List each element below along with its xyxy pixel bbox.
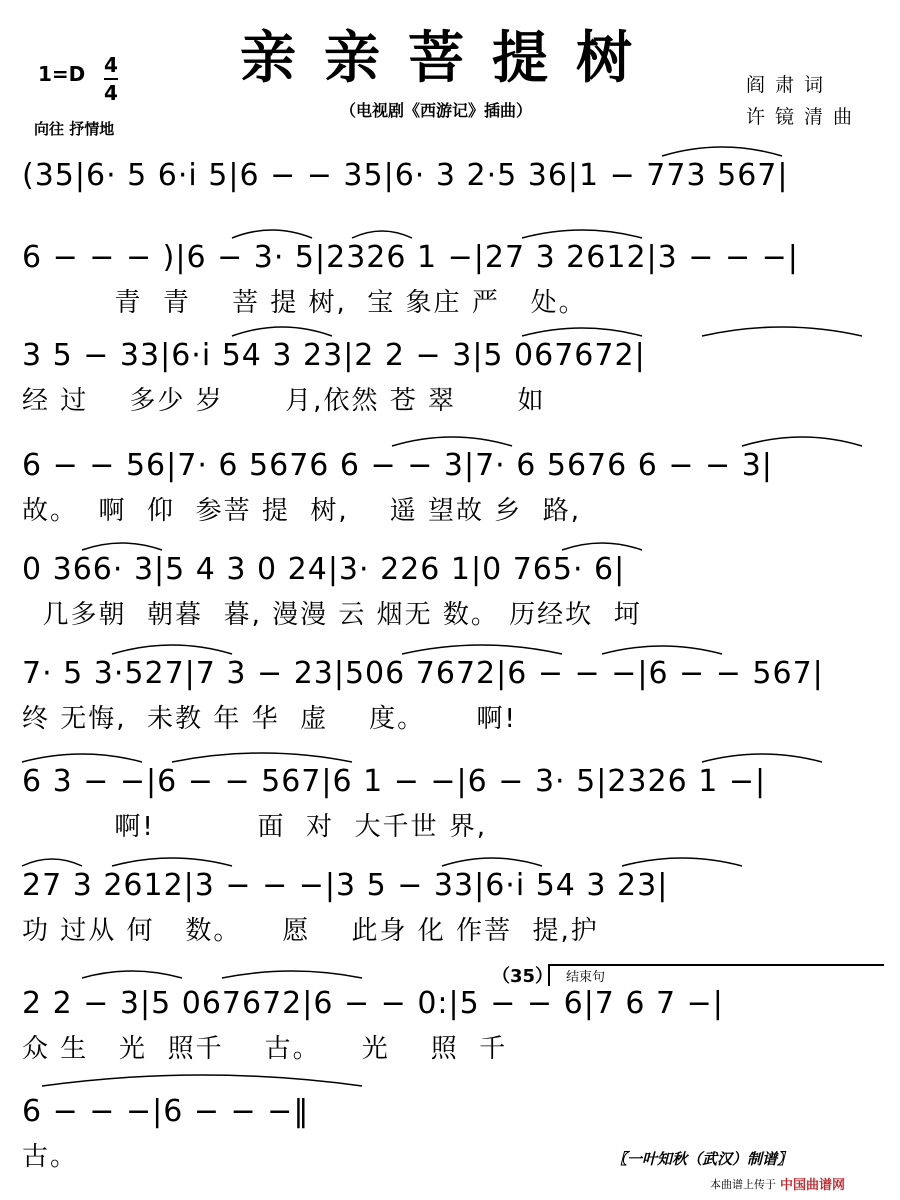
song-title: 亲亲菩提树 (240, 25, 660, 91)
notation-line: 6 − − −|6 − − −‖ (22, 1094, 310, 1129)
notation-line: 6 3 − −|6 − − 567|6 1 − −|6 − 3· 5|2326 1 −| (22, 764, 767, 799)
composer-credit: 许镜清曲 (746, 106, 863, 128)
arranger-credit: 〖一叶知秋（武汉）制谱〗 (612, 1150, 793, 1168)
site-logo: 中国曲谱网 (780, 1178, 846, 1193)
lyric-line: 青 青 菩 提 树, 宝 象庄 严 处。 (22, 288, 587, 318)
notation-line: 6 − − 56|7· 6 5676 6 − − 3|7· 6 5676 6 − − 3| (22, 448, 773, 483)
notation-line: 0 366· 3|5 4 3 0 24|3· 226 1|0 765· 6| (22, 552, 626, 587)
notation-line: 27 3 2612|3 − − −|3 5 − 33|6·i 54 3 23| (22, 868, 669, 903)
lyric-line: 众 生 光 照千 古。 光 照 千 (22, 1034, 508, 1064)
ending-label: 结束句 (566, 970, 606, 985)
upload-note: 本曲谱上传于 (710, 1178, 776, 1191)
time-signature-bottom: 4 (104, 81, 118, 105)
time-signature-top: 4 (104, 52, 118, 80)
notation-line: 2 2 − 3|5 067672|6 − − 0:|5 − − 6|7 6 7 −| (22, 986, 724, 1021)
lyric-line: 终 无悔, 未教 年 华 虚 度。 啊! (22, 704, 517, 734)
time-signature (104, 52, 118, 106)
lyric-line: 经 过 多少 岁 月,依然 苍 翠 如 (22, 386, 546, 416)
key-signature: 1=D (38, 62, 86, 86)
lyric-line: 几多朝 朝暮 暮, 漫漫 云 烟无 数。 历经坎 坷 (22, 600, 642, 630)
lyric-line: 啊! 面 对 大千世 界, (22, 812, 488, 842)
lyric-line: 故。 啊 仰 参菩 提 树, 遥 望故 乡 路, (22, 496, 582, 526)
notation-line: 3 5 − 33|6·i 54 3 23|2 2 − 3|5 067672| (22, 338, 646, 373)
alternate-notes: （35） (492, 966, 554, 987)
lyric-line: 古。 (22, 1142, 79, 1172)
song-subtitle: （电视剧《西游记》插曲） (340, 101, 533, 120)
notation-line: 7· 5 3·527|7 3 − 23|506 7672|6 − − −|6 − − 567| (22, 656, 824, 691)
notation-line: 6 − − − )|6 − 3· 5|2326 1 −|27 3 2612|3 − − −| (22, 240, 799, 275)
expression-marking: 向往 抒情地 (34, 120, 115, 138)
lyric-line: 功 过从 何 数。 愿 此身 化 作菩 提,护 (22, 916, 599, 946)
lyricist-credit: 阎肃词 (746, 74, 834, 96)
notation-line: (35|6· 5 6·i 5|6 − − 35|6· 3 2·5 36|1 − 773 567| (22, 158, 789, 193)
